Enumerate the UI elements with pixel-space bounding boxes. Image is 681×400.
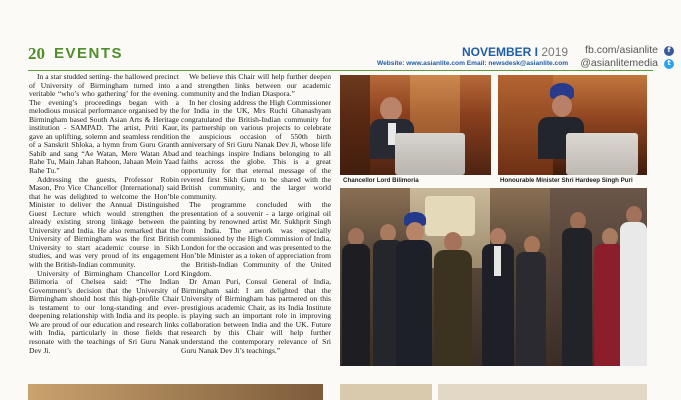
paragraph: Dr Aman Puri, Consul General of India, Birmingham said: I am delighted that the University of Birmingham has partnered on this prestigious academic Chair, as its India Institute is playing such an important role in improving collaboration between India and the UK. Future research by this Chair will help further understand the contemporary relevance of Sri Guru Nanak Dev Ji’s teachings.” xyxy=(181,277,331,355)
photo-group xyxy=(340,188,647,366)
photo-bottom-right xyxy=(438,384,647,400)
caption-photo-1: Chancellor Lord Bilimoria xyxy=(343,177,419,184)
facebook-link[interactable] xyxy=(566,44,674,57)
photo-chancellor xyxy=(340,75,491,175)
issue-date xyxy=(462,45,568,59)
contact-line: Website: www.asianlite.com Email: newsdesk@asianlite.com xyxy=(377,60,569,67)
page-number: 20 xyxy=(28,44,45,63)
section-title: EVENTS xyxy=(54,45,124,62)
paragraph: Addressing the guests, Professor Robin Mason, Pro Vice Chancellor (International) said that he was delighted to welcome the Hon’ble Minister to deliver the Annual Distinguished Guest Lecture which would strengthen the already existing strong linkage between the University and India. He also remarked that the University of Birmingham was the first British University to start academic course in Sikh studies, and was very proud of its engagement with the British-Indian community. xyxy=(29,174,179,270)
header-divider xyxy=(28,70,653,71)
photo-minister xyxy=(498,75,647,175)
paragraph: The programme concluded with the presentation of a souvenir - a large original oil painting by renowned artist Mr. Sukhprit Singh from India. The artwork was especially commissioned by the High Commission of India, London for the occasion and was presented to the Hon’ble Minister as a token of appreciation from the British-Indian Community of the United Kingdom. xyxy=(181,200,331,278)
paragraph: University of Birmingham Chancellor Lord Bilimoria of Chelsea said: “The Indian Government’s decision that the University of Birmingham should host this high-profile Chair is testament to our long-standing and ever-deepening relationship with India and its people. We are proud of our education and research links with India, particularly in those fields that resonate with the teachings of Sri Guru Nanak Dev Ji. xyxy=(29,268,179,355)
photo-bottom-left xyxy=(28,384,323,400)
twitter-icon: t xyxy=(664,59,674,69)
social-links xyxy=(566,44,674,70)
facebook-handle: fb.com/asianlite xyxy=(585,44,658,56)
twitter-link[interactable] xyxy=(566,57,674,70)
caption-photo-2: Honourable Minister Shri Hardeep Singh Puri xyxy=(500,177,633,184)
paragraph: In her closing address the High Commissioner for India in the UK, Mrs Ruchi Ghanashyam congratulated the British-Indian community for its partnership on various projects to celebrate the auspicious occasion of 550th birth anniversary of Sri Guru Nanak Dev Ji, whose life and teachings inspire Indians belonging to all faiths across the globe. This is a great opportunity for that eternal message of the revered first Sikh Guru to be shared with the British community, and the larger world community. xyxy=(181,97,331,201)
article-column-1 xyxy=(29,73,179,355)
paragraph: We believe this Chair will help further deepen and strengthen links between our academic community and the Indian Diaspora.” xyxy=(181,72,331,99)
article-column-2 xyxy=(181,73,331,355)
paragraph: In a star studded setting- the hallowed precinct of University of Birmingham turned into a veritable “who’s who gathering’ for the evening. The evening’s proceedings began with a melodious musical performance organised by the Birmingham based South Asian Arts & Heritage institution - SAMPAD. The artist, Priti Kaur, gave an uplifting, solemn and seamless rendition of a Sanskrit Shloka, a hymn from Guru Granth Sahib and sang “Ae Watan, Mere Watan Abad Rahe Tu, Main Jahan Rahoon, Jahaan Mein Yaad Rahe Tu.” xyxy=(29,72,179,176)
issue-month: NOVEMBER I xyxy=(462,45,539,59)
facebook-icon: f xyxy=(664,46,674,56)
issue-year: 2019 xyxy=(541,45,569,59)
photo-bottom-middle xyxy=(340,384,432,400)
page-header xyxy=(28,44,671,70)
twitter-handle: @asianlitemedia xyxy=(580,57,658,69)
